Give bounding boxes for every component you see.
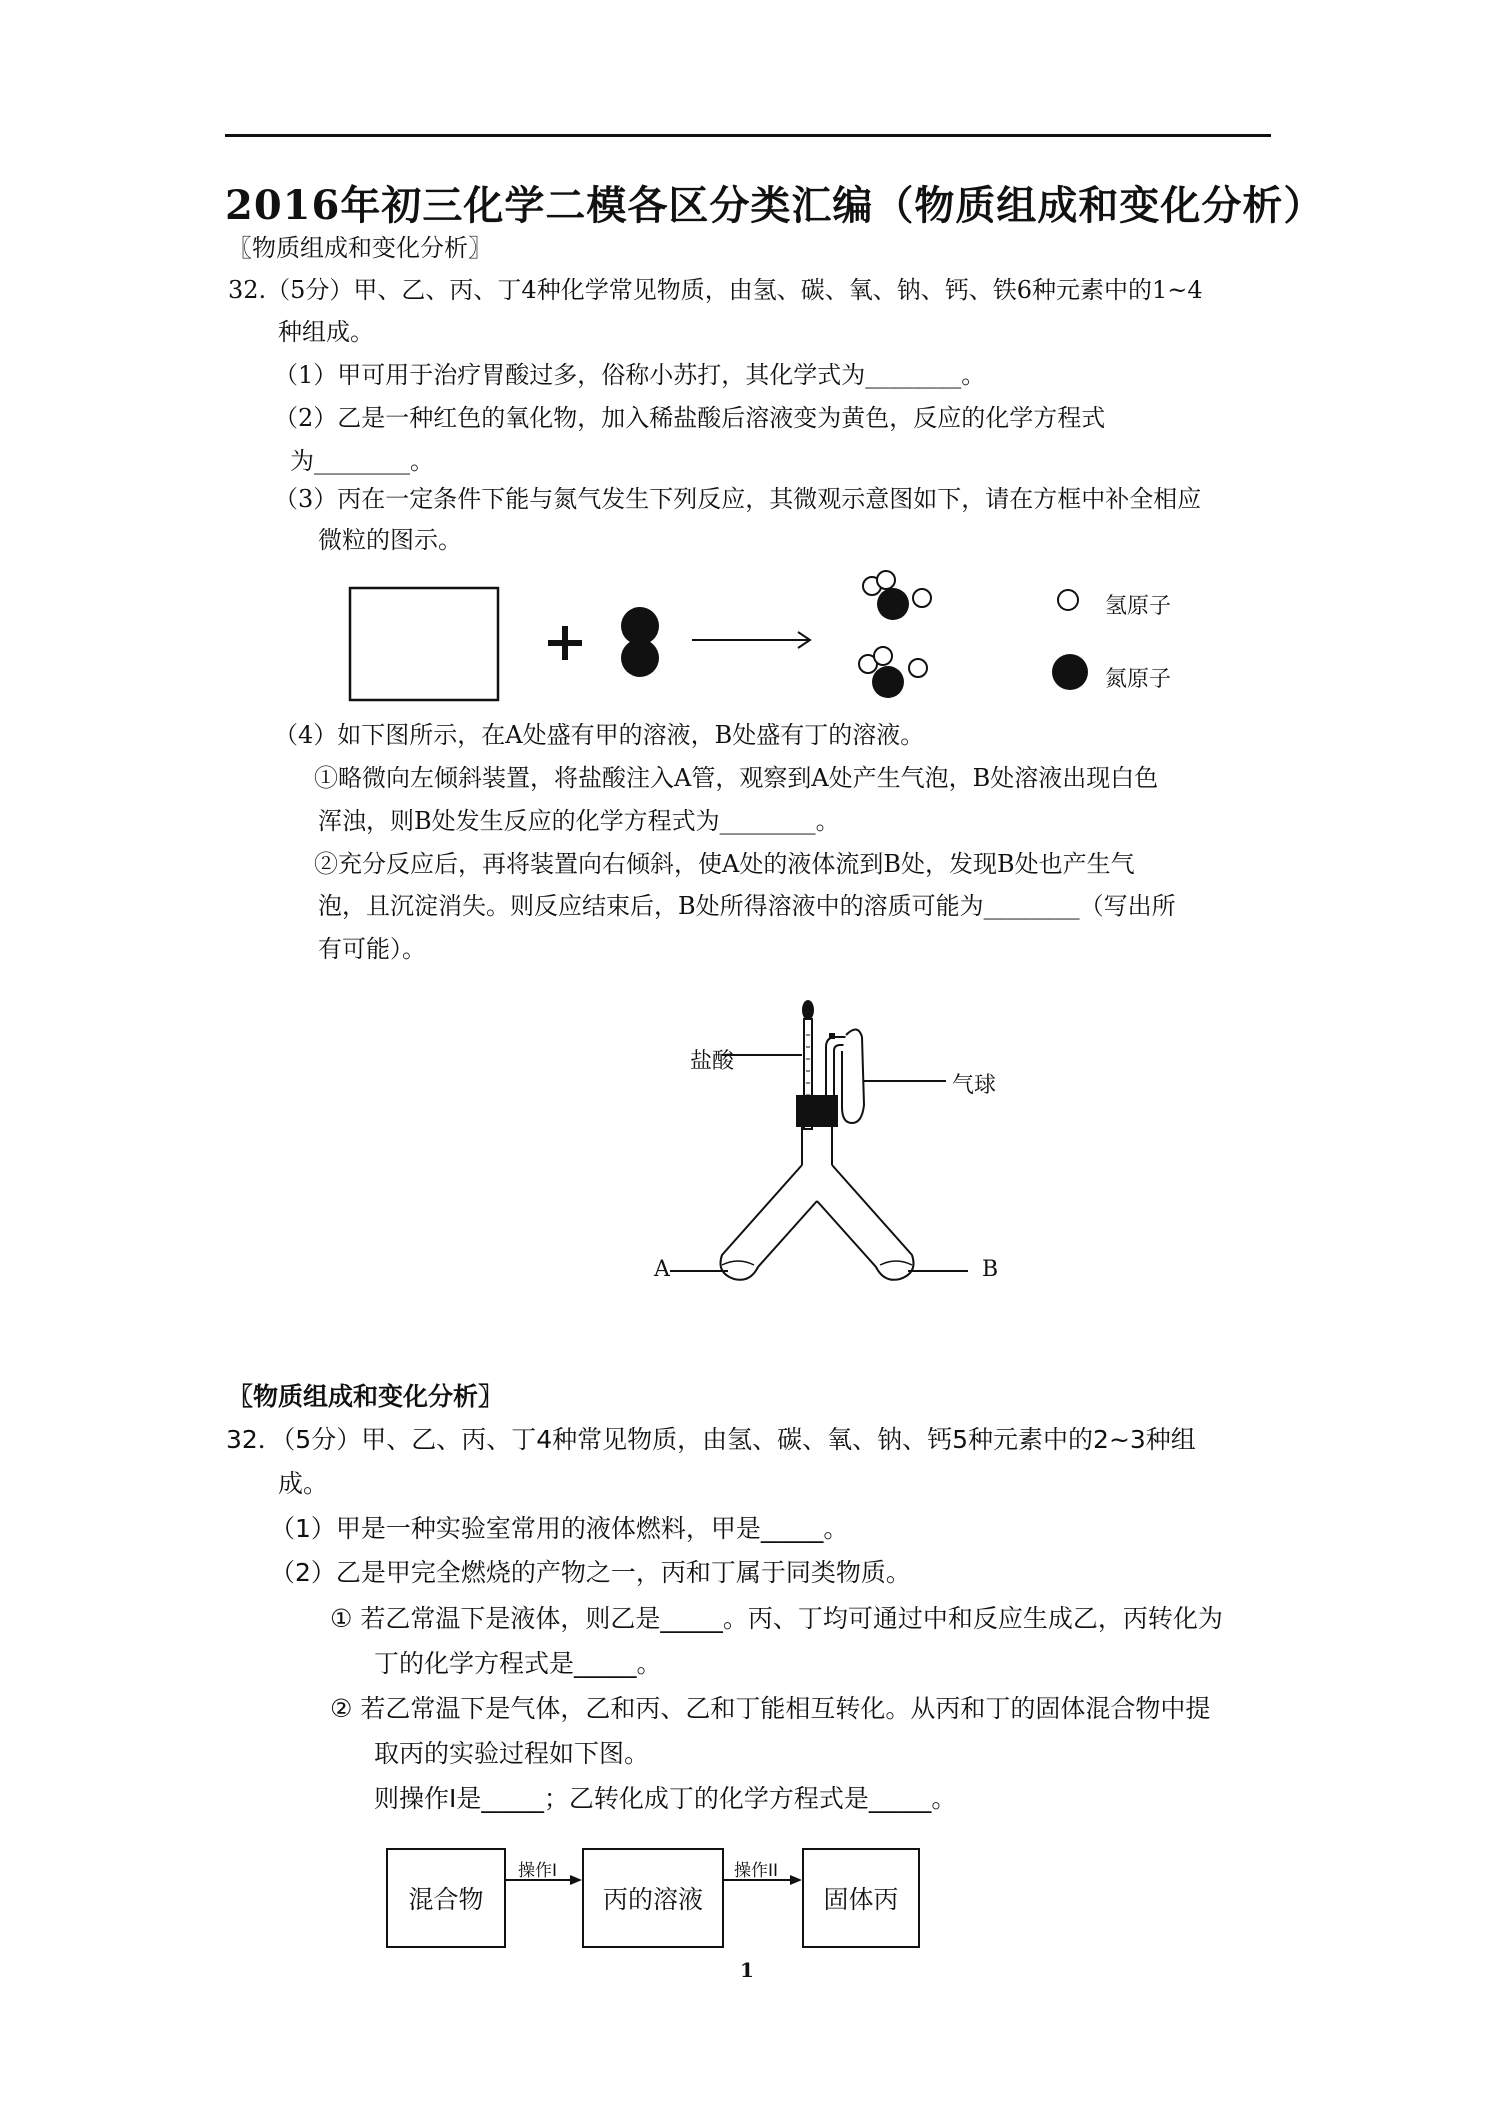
q32b-case2-line1: ② 若乙常温下是气体，乙和丙、乙和丁能相互转化。从丙和丁的固体混合物中提 <box>330 1694 1211 1723</box>
legend-hydrogen: 氢原子 <box>1105 594 1172 619</box>
q32a-part4-2-line1: ②充分反应后，再将装置向右倾斜，使A处的液体流到B处，发现B处也产生气 <box>314 850 1135 878</box>
q32b-part1: （1）甲是一种实验室常用的液体燃料，甲是_____。 <box>270 1514 849 1543</box>
flow-box-mixture-label: 混合物 <box>408 1885 484 1914</box>
q32a-part2-line1: （2）乙是一种红色的氧化物，加入稀盐酸后溶液变为黄色，反应的化学方程式 <box>274 404 1106 432</box>
q32a-line1: 32.（5分）甲、乙、丙、丁4种化学常见物质，由氢、碳、氧、钠、钙、铁6种元素中的1~4 <box>228 276 1203 304</box>
q32b-line1: 32．（5分）甲、乙、丙、丁4种常见物质，由氢、碳、氧、钠、钙5种元素中的2~3种组 <box>226 1425 1196 1454</box>
section2-heading: 〖物质组成和变化分析〗 <box>228 1382 504 1411</box>
q32a-part3-line1: （3）丙在一定条件下能与氮气发生下列反应，其微观示意图如下，请在方框中补全相应 <box>274 485 1202 513</box>
label-balloon: 气球 <box>952 1073 997 1098</box>
q32b-line2: 成。 <box>278 1469 329 1498</box>
q32a-line2: 种组成。 <box>278 318 374 346</box>
label-point-a: A <box>654 1257 670 1282</box>
q32a-part4-2-line2: 泡，且沉淀消失。则反应结束后，B处所得溶液中的溶质可能为________（写出所 <box>318 892 1176 920</box>
flow-op2-label: 操作II <box>734 1861 779 1881</box>
label-hydrochloric-acid: 盐酸 <box>690 1049 735 1074</box>
page-title: 2016年初三化学二模各区分类汇编（物质组成和变化分析） <box>225 182 1325 229</box>
flow-box-solution-label: 丙的溶液 <box>602 1885 703 1914</box>
page-number: 1 <box>740 1958 754 1982</box>
q32a-part2-line2: 为________。 <box>290 447 434 475</box>
q32a-part4: （4）如下图所示，在A处盛有甲的溶液，B处盛有丁的溶液。 <box>274 721 925 749</box>
flow-box-solid-label: 固体丙 <box>823 1885 899 1914</box>
q32a-part4-1-line2: 浑浊，则B处发生反应的化学方程式为________。 <box>318 807 840 835</box>
q32b-case1-line2: 丁的化学方程式是_____。 <box>374 1649 662 1678</box>
label-point-b: B <box>982 1257 999 1282</box>
q32a-part3-line2: 微粒的图示。 <box>318 526 462 554</box>
q32b-case2-line2: 取丙的实验过程如下图。 <box>374 1739 650 1768</box>
q32b-case2-line3: 则操作I是_____；乙转化成丁的化学方程式是_____。 <box>374 1784 957 1813</box>
q32b-case1-line1: ① 若乙常温下是液体，则乙是_____。丙、丁均可通过中和反应生成乙，丙转化为 <box>330 1604 1223 1633</box>
q32a-part1: （1）甲可用于治疗胃酸过多，俗称小苏打，其化学式为________。 <box>274 361 986 389</box>
flow-op1-label: 操作I <box>518 1861 558 1881</box>
legend-nitrogen: 氮原子 <box>1105 667 1172 692</box>
q32a-part4-1-line1: ①略微向左倾斜装置，将盐酸注入A管，观察到A处产生气泡，B处溶液出现白色 <box>314 764 1159 792</box>
q32b-part2: （2）乙是甲完全燃烧的产物之一，丙和丁属于同类物质。 <box>270 1558 911 1587</box>
section1-heading: 〖物质组成和变化分析〗 <box>228 234 492 262</box>
q32a-part4-2-line3: 有可能）。 <box>318 935 426 963</box>
